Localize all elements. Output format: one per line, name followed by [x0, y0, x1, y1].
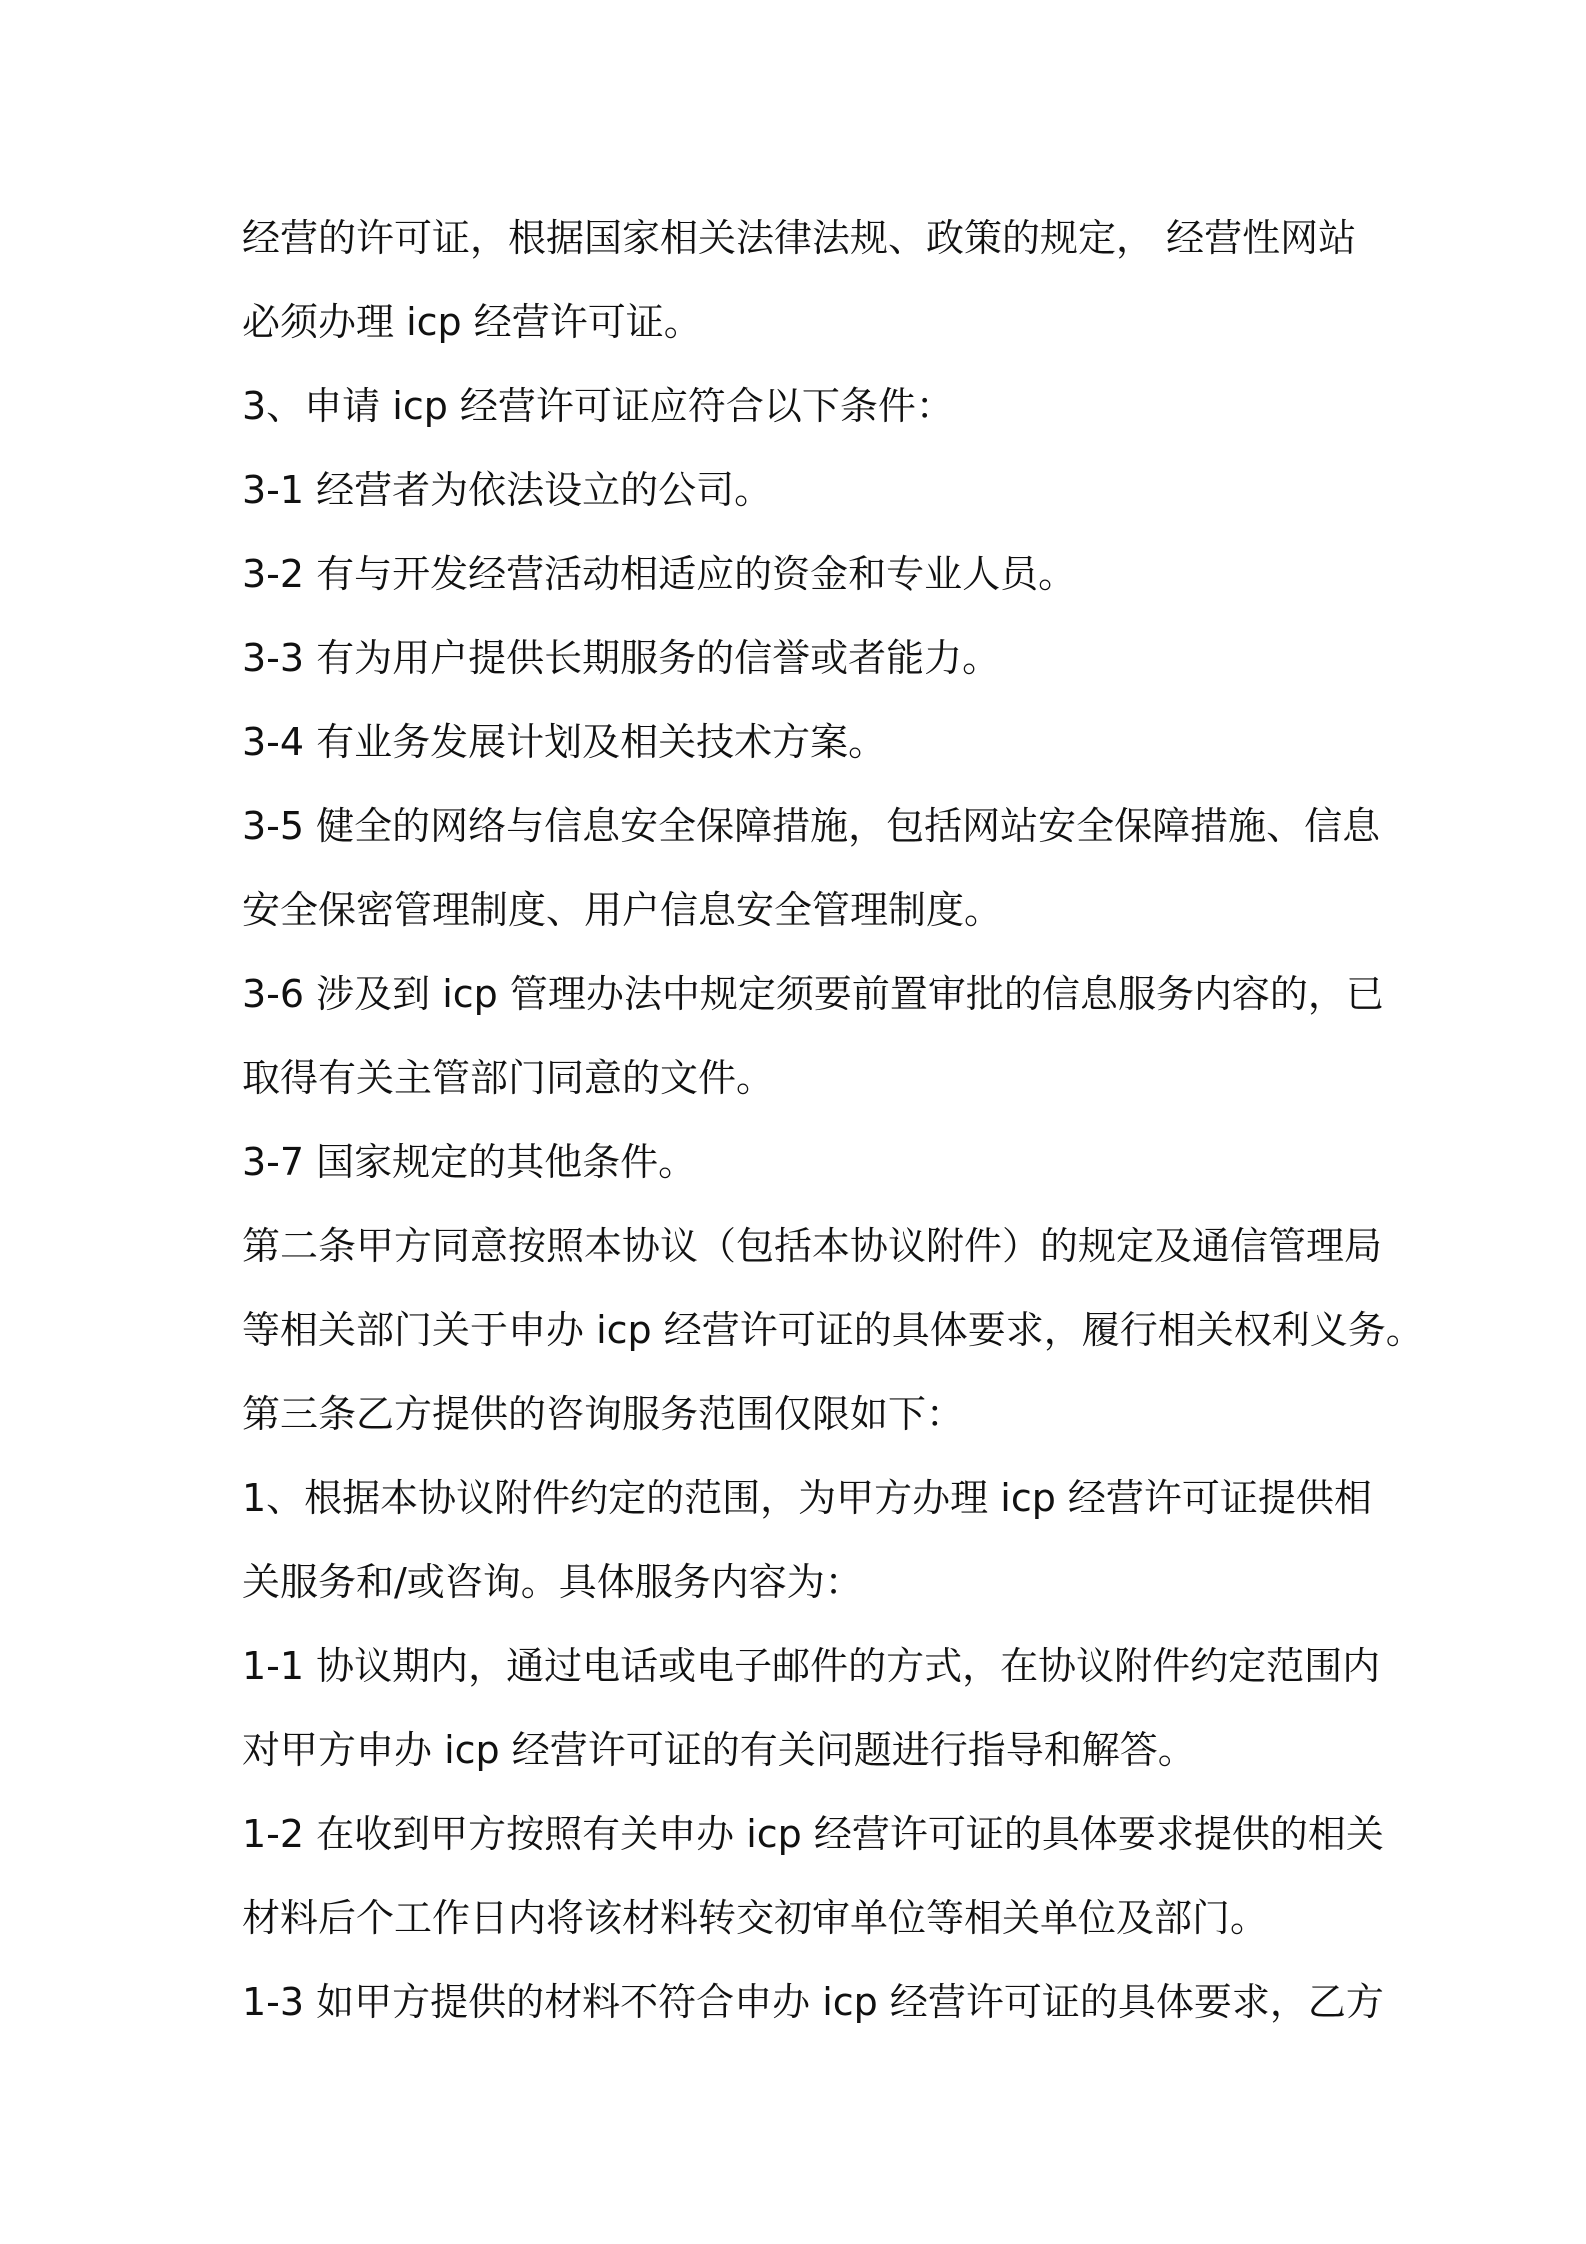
- text-line: 等相关部门关于申办 icp 经营许可证的具体要求，履行相关权利义务。: [242, 1308, 1424, 1352]
- text-line: 3-2 有与开发经营活动相适应的资金和专业人员。: [242, 552, 1077, 596]
- text-line: 安全保密管理制度、用户信息安全管理制度。: [242, 888, 1003, 932]
- text-line: 3-7 国家规定的其他条件。: [242, 1140, 697, 1184]
- text-line: 材料后个工作日内将该材料转交初审单位等相关单位及部门。: [242, 1896, 1269, 1940]
- text-line: 关服务和/或咨询。具体服务内容为：: [242, 1560, 863, 1604]
- text-line: 3-1 经营者为依法设立的公司。: [242, 468, 773, 512]
- text-line: 3-5 健全的网络与信息安全保障措施，包括网站安全保障措施、信息: [242, 804, 1381, 848]
- text-line: 3、申请 icp 经营许可证应符合以下条件：: [242, 384, 954, 428]
- text-line: 3-6 涉及到 icp 管理办法中规定须要前置审批的信息服务内容的，已: [242, 972, 1384, 1016]
- text-line: 取得有关主管部门同意的文件。: [242, 1056, 775, 1100]
- document-body: [242, 196, 1472, 2044]
- text-line: 3-3 有为用户提供长期服务的信誉或者能力。: [242, 636, 1001, 680]
- text-line: 第二条甲方同意按照本协议（包括本协议附件）的规定及通信管理局: [242, 1224, 1383, 1268]
- text-line: 第三条乙方提供的咨询服务范围仅限如下：: [242, 1392, 965, 1436]
- text-line: 经营的许可证，根据国家相关法律法规、政策的规定， 经营性网站: [242, 216, 1357, 260]
- text-line: 必须办理 icp 经营许可证。: [242, 300, 702, 344]
- text-line: 3-4 有业务发展计划及相关技术方案。: [242, 720, 887, 764]
- text-line: 1-1 协议期内，通过电话或电子邮件的方式，在协议附件约定范围内: [242, 1644, 1381, 1688]
- text-line: 对甲方申办 icp 经营许可证的有关问题进行指导和解答。: [242, 1728, 1196, 1772]
- text-line: 1-3 如甲方提供的材料不符合申办 icp 经营许可证的具体要求，乙方: [242, 1980, 1384, 2024]
- text-line: 1、根据本协议附件约定的范围，为甲方办理 icp 经营许可证提供相: [242, 1476, 1372, 1520]
- text-line: 1-2 在收到甲方按照有关申办 icp 经营许可证的具体要求提供的相关: [242, 1812, 1384, 1856]
